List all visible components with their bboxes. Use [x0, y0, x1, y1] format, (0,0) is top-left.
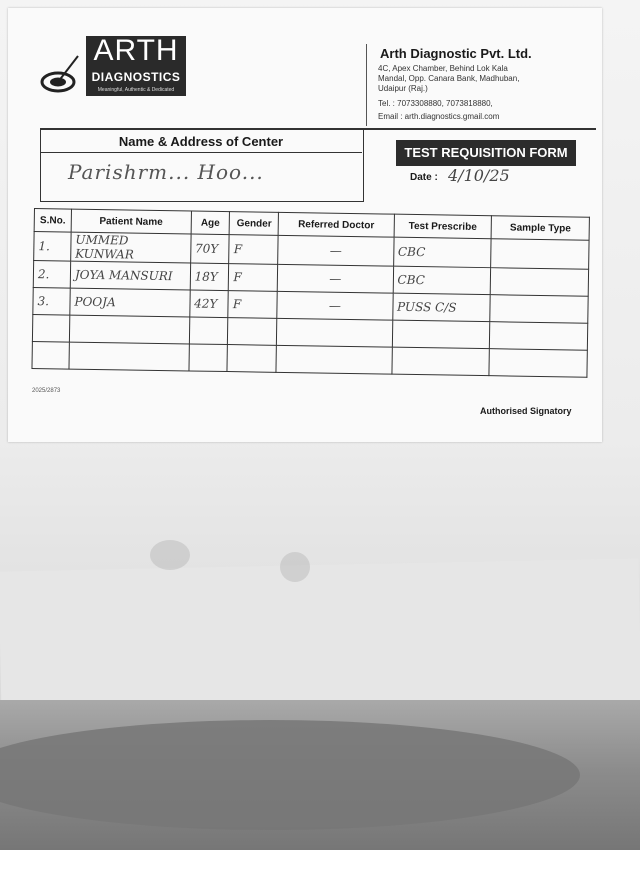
cell-referred-doctor [276, 345, 392, 374]
cell-patient-name: JOYA MANSURI [70, 261, 190, 290]
bottom-margin [0, 850, 640, 876]
target-logo-icon [40, 54, 80, 94]
header-sno: S.No. [34, 209, 71, 233]
cell-gender [228, 318, 277, 346]
reference-number: 2025/2873 [32, 388, 61, 394]
center-divider [40, 152, 362, 153]
patient-table [31, 208, 589, 378]
cell-referred-doctor: — [278, 235, 394, 266]
cell-age [189, 344, 228, 372]
cell-sno: 2. [33, 261, 70, 289]
header-test-prescribe: Test Prescribe [394, 214, 492, 239]
cell-sample-type [491, 239, 589, 270]
cell-age: 42Y [189, 290, 228, 318]
cell-referred-doctor: — [278, 264, 394, 293]
underlying-paper [0, 558, 640, 716]
cell-patient-name [69, 315, 189, 344]
authorised-signatory: Authorised Signatory [480, 406, 572, 416]
header-patient-name: Patient Name [71, 209, 191, 234]
cell-sample-type [491, 268, 589, 297]
cell-test [392, 320, 490, 349]
cell-sno [32, 341, 69, 369]
cell-sample-type [490, 295, 588, 324]
cell-test: PUSS C/S [392, 293, 490, 322]
header-gender: Gender [230, 212, 279, 236]
cell-test: CBC [393, 237, 491, 268]
cell-test [391, 347, 489, 376]
logo-tagline: Meaningful, Authentic & Dedicated [97, 87, 175, 93]
header-divider [366, 44, 367, 126]
cell-age: 70Y [190, 234, 229, 264]
header-age: Age [191, 211, 230, 235]
logo-word: ARTH [93, 34, 179, 67]
cell-sno: 3. [33, 287, 70, 315]
cell-sample-type [489, 349, 587, 378]
cell-gender: F [229, 235, 278, 265]
company-phone: Tel. : 7073308880, 7073818880, [378, 99, 493, 108]
header-sample-type: Sample Type [491, 216, 589, 241]
cell-test: CBC [393, 266, 491, 295]
cell-referred-doctor [277, 318, 393, 347]
header-referred-doctor: Referred Doctor [278, 212, 394, 237]
cell-patient-name: POOJA [70, 288, 190, 317]
cell-patient-name [69, 342, 189, 371]
cell-sno: 1. [34, 232, 71, 262]
cell-gender [227, 345, 276, 373]
company-address: 4C, Apex Chamber, Behind Lok Kala Mandal, Opp. Canara Bank, Madhuban, Udaipur (Raj.) [378, 64, 520, 93]
cell-age [189, 317, 228, 345]
smudge-mark [280, 552, 310, 582]
logo-subtitle: DIAGNOSTICS [91, 70, 181, 84]
cell-age: 18Y [190, 263, 229, 291]
center-name-handwritten: Parishrm... Hoo... [68, 160, 264, 184]
form-title: TEST REQUISITION FORM [396, 140, 576, 166]
date-label: Date : [410, 172, 438, 183]
cell-gender: F [228, 291, 277, 319]
cell-gender: F [229, 264, 278, 292]
cell-patient-name: UMMED KUNWAR [71, 232, 191, 263]
center-title: Name & Address of Center [118, 134, 284, 149]
smudge-mark [150, 540, 190, 570]
cell-referred-doctor: — [277, 291, 393, 320]
date-value: 4/10/25 [448, 166, 510, 185]
cell-sno [32, 314, 69, 342]
company-name: Arth Diagnostic Pvt. Ltd. [380, 46, 532, 61]
company-email: Email : arth.diagnostics.gmail.com [378, 112, 500, 121]
cell-sample-type [490, 322, 588, 351]
